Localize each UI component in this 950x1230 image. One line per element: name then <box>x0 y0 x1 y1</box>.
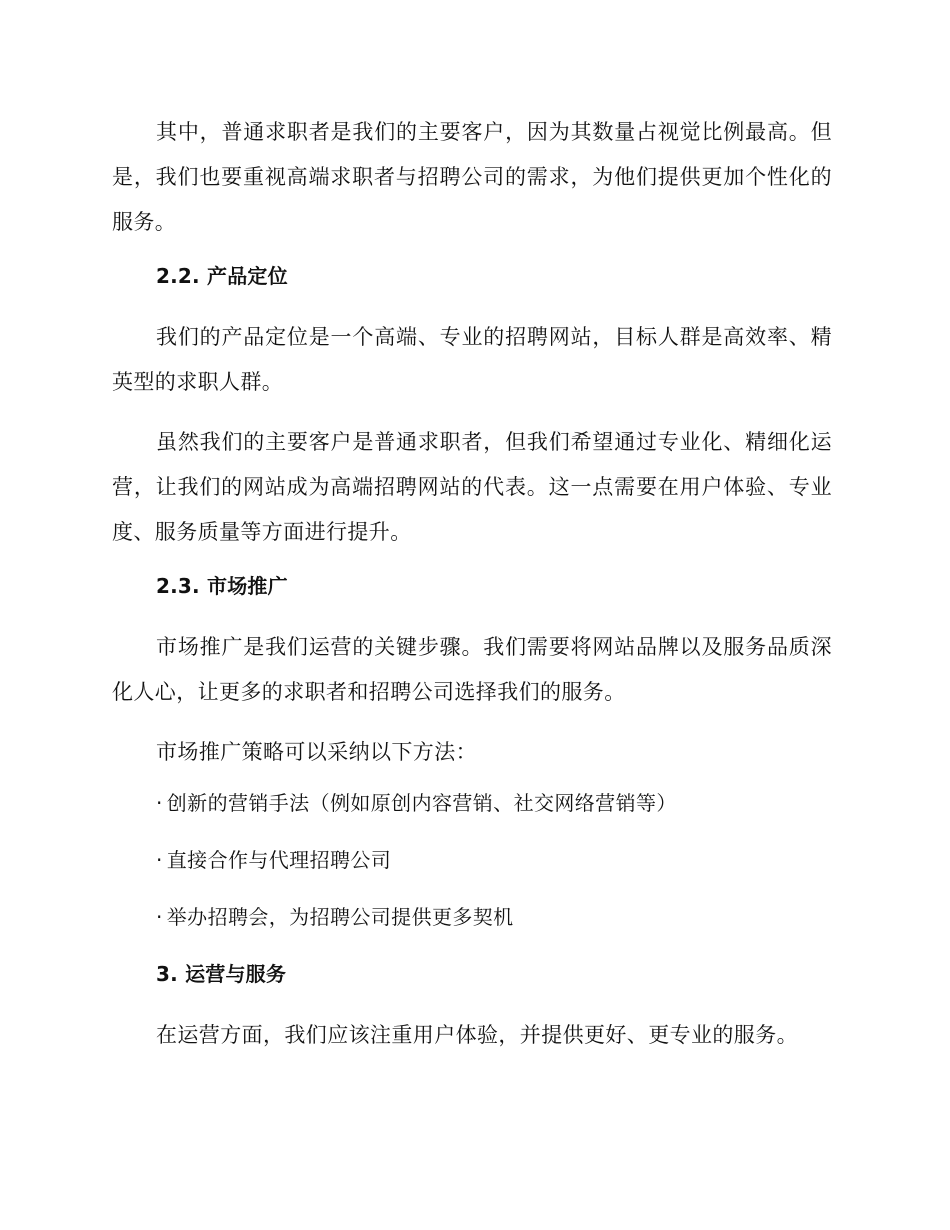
paragraph-customer-focus: 其中，普通求职者是我们的主要客户，因为其数量占视觉比例最高。但是，我们也要重视高端求职者与招聘公司的需求，为他们提供更加个性化的服务。 <box>112 120 832 234</box>
section-heading-operation-service: 3. 运营与服务 <box>156 962 287 986</box>
list-item <box>156 787 832 819</box>
list-item-text: 创新的营销手法（例如原创内容营销、社交网络营销等） <box>166 791 677 815</box>
paragraph-market-promotion: 市场推广是我们运营的关键步骤。我们需要将网站品牌以及服务品质深化人心，让更多的求职者和招聘公司选择我们的服务。 <box>112 635 832 704</box>
bullet-marker: · <box>156 791 163 815</box>
list-item-text: 直接合作与代理招聘公司 <box>166 848 392 872</box>
section-heading-market-promotion: 2.3. 市场推广 <box>156 574 288 598</box>
paragraph-operation-service: 在运营方面，我们应该注重用户体验，并提供更好、更专业的服务。 <box>156 1023 798 1047</box>
section-heading-product-positioning: 2.2. 产品定位 <box>156 264 288 288</box>
list-item <box>156 844 832 876</box>
paragraph-professional-operation: 虽然我们的主要客户是普通求职者，但我们希望通过专业化、精细化运营，让我们的网站成为高端招聘网站的代表。这一点需要在用户体验、专业度、服务质量等方面进行提升。 <box>112 430 832 544</box>
list-item-text: 举办招聘会，为招聘公司提供更多契机 <box>166 905 514 929</box>
document-body <box>112 110 832 1073</box>
bullet-marker: · <box>156 905 163 929</box>
list-item <box>156 901 832 933</box>
bullet-marker: · <box>156 848 163 872</box>
paragraph-product-positioning: 我们的产品定位是一个高端、专业的招聘网站，目标人群是高效率、精英型的求职人群。 <box>112 325 832 394</box>
paragraph-promotion-strategy: 市场推广策略可以采纳以下方法： <box>156 740 477 764</box>
